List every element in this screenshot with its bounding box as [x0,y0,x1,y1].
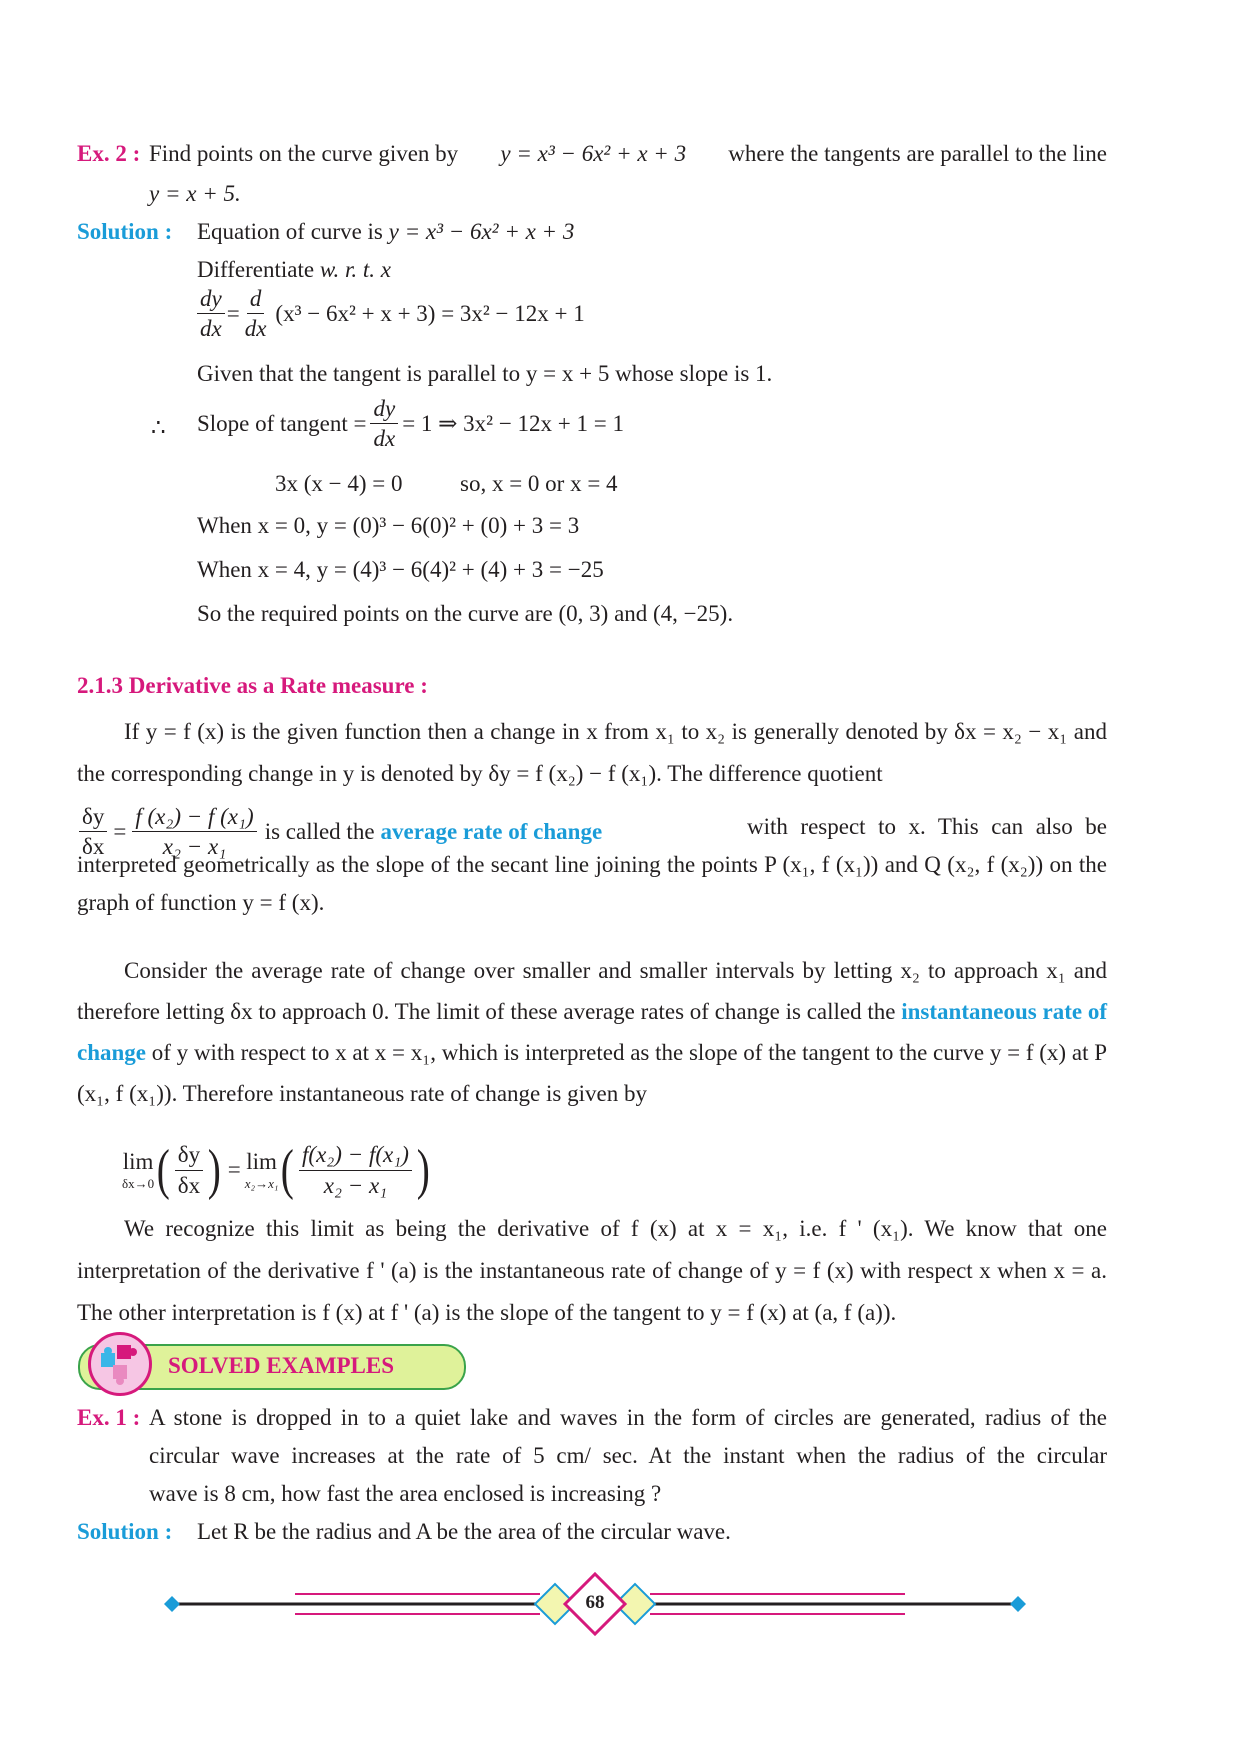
ex1-question-line1: A stone is dropped in to a quiet lake and waves in the form of circles are generated, radius of the [149,1405,1107,1430]
ex1-step1: Let R be the radius and A be the area of the circular wave. [197,1519,731,1544]
right-paren: ) [207,1139,221,1201]
ex2-step2 [197,256,391,284]
section-heading: 2.1.3 Derivative as a Rate measure : [77,673,428,698]
frac-num: δy [79,804,107,832]
frac-den: dx [244,316,267,342]
lim-word: lim [122,1149,154,1175]
ex1-label: Ex. 1 : [77,1405,141,1430]
ex1-question-line3: wave is 8 cm, how fast the area enclosed is increasing ? [149,1481,662,1506]
frac-num: δy [175,1142,203,1170]
frac-num: f (x₂) − f (x₁) [132,804,256,832]
equals-sign: = [226,301,240,326]
derivative-result: (x³ − 6x² + x + 3) = 3x² − 12x + 1 [275,301,585,326]
ex1-question-line2: circular wave increases at the rate of 5 cm/ sec. At the instant when the radius of the circular [149,1443,1107,1468]
slope-intro: Slope of tangent = [197,411,367,436]
limit-operator [245,1148,279,1191]
frac-den: δx [177,1172,201,1198]
ex2-step6a: 3x (x − 4) = 0 [275,471,403,496]
ex2-step5-slope [197,396,624,452]
ex2-s1-eq: y = x³ − 6x² + x + 3 [388,219,575,244]
ex2-step4: Given that the tangent is parallel to y = x + 5 whose slope is 1. [197,361,773,386]
ex2-step6b: so, x = 0 or x = 4 [460,471,618,496]
right-paren: ) [416,1139,430,1201]
paragraph-2 [77,950,1107,1114]
frac-num: d [247,286,265,314]
dy-dx-fraction [197,286,225,342]
p1-text-c: with respect to x. This can also be interpreted geometrically as the slope of the secant line joining the points P (x₁, f (x₁)) and Q (x₂, f (x₂)) on the graph of function y = f (x). [77,814,1107,915]
frac-num: dy [197,286,225,314]
ex1-solution-label: Solution : [77,1519,173,1544]
dy-dx-fraction [370,396,398,452]
ex2-step7: When x = 0, y = (0)³ − 6(0)² + (0) + 3 = 3 [197,513,580,538]
average-rate-highlight: average rate of change [380,819,603,844]
p1-text-a: If y = f (x) is the given function then a change in x from x₁ to x₂ is generally denoted by δx = x₂ − x₁ and the corresponding change in y is denoted by δy = f (x₂) − f (x₁). The difference quotient [77,719,1107,786]
ex2-step3-derivative [195,286,585,342]
puzzle-icon [88,1332,152,1396]
slope-rest: = 1 ⇒ 3x² − 12x + 1 = 1 [402,411,624,436]
paragraph-3 [77,1208,1107,1334]
frac-num: f(x₂) − f(x₁) [299,1142,412,1170]
ex2-question-line2: y = x + 5. [149,181,241,206]
solved-examples-title: SOLVED EXAMPLES [168,1353,395,1378]
limit-equation [122,1120,433,1220]
lim-subscript: δx→0 [122,1176,155,1191]
ex2-label: Ex. 2 : [77,141,141,166]
left-paren: ( [281,1139,295,1201]
equals-sign: = [227,1157,241,1183]
frac-den: δx [82,834,105,860]
p2-text-b: of y with respect to x at x = x₁, which is interpreted as the slope of the tangent to the curve y = f (x) at P (x₁, f (x₁)). Therefore instantaneous rate of change is given by [77,1040,1108,1106]
frac-num: dy [370,396,398,424]
paragraph-1 [77,711,1107,795]
frac-den: dx [373,426,396,452]
lim-subscript: x₂→x₁ [244,1176,279,1191]
instantaneous-rate-highlight: instantaneous rate of change [77,999,1107,1065]
ex2-s2-wrt: w. r. t. x [319,257,391,282]
ex2-step8: When x = 4, y = (4)³ − 6(4)² + (4) + 3 = −25 [197,557,604,582]
lim-word: lim [246,1149,277,1175]
frac-den: x₂ − x₁ [162,834,227,860]
p1-text-b: is called the [264,819,375,844]
therefore-symbol: ∴ [151,415,166,440]
ex2-question-line1 [149,140,1107,168]
ex2-s2-intro: Differentiate [197,257,315,282]
ex2-s1-intro: Equation of curve is [197,219,383,244]
p2-text-a: Consider the average rate of change over smaller and smaller intervals by letting x₂ to approach x₁ and therefore letting δx to approach 0. The limit of these average rates of change is called the [77,958,1107,1024]
ex2-q-intro: Find points on the curve given by [149,141,459,166]
ex2-solution-label: Solution : [77,219,173,244]
limit-operator [122,1148,154,1191]
delta-fraction [175,1142,203,1198]
ex2-q-eq: y = x³ − 6x² + x + 3 [500,141,687,166]
ex2-step1 [197,218,574,246]
paragraph-1-continued [77,808,1107,922]
frac-den: dx [200,316,222,342]
equals-sign: = [113,819,127,844]
d-dx-fraction [242,286,270,342]
puzzle-pieces-icon [91,1335,149,1393]
page-number: 68 [585,1592,605,1613]
difference-quotient-fraction [299,1142,412,1198]
frac-den: x₂ − x₁ [323,1172,388,1198]
left-paren: ( [156,1139,170,1201]
ex2-q-tail: where the tangents are parallel to the line [728,141,1107,166]
p3-text: We recognize this limit as being the derivative of f (x) at x = x₁, i.e. f ' (x₁). We know that one interpretation of the derivative f ' (a) is the instantaneous rate of change of y = f (x) with respect x when x = a. The other interpretation is f (x) at f ' (a) is the slope of the tangent to y = f (x) at (a, f (a)). [77,1216,1107,1325]
ex2-step9: So the required points on the curve are (0, 3) and (4, −25). [197,601,734,626]
